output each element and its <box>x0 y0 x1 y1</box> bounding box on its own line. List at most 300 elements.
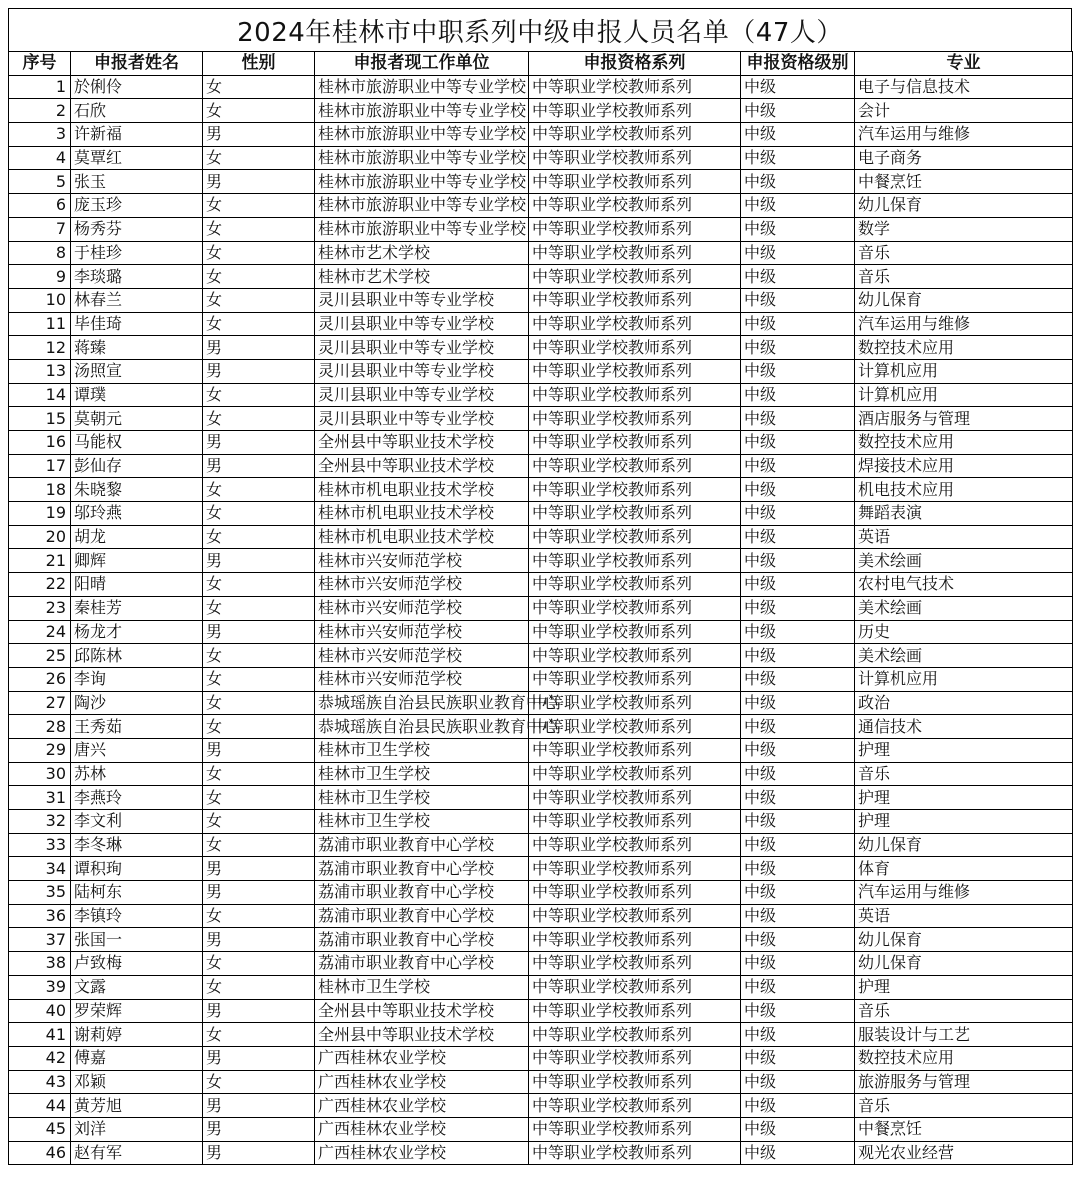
cell-index: 17 <box>9 454 71 478</box>
cell-workplace: 桂林市艺术学校 <box>315 265 529 289</box>
cell-workplace: 桂林市机电职业技术学校 <box>315 478 529 502</box>
cell-level: 中级 <box>741 549 855 573</box>
cell-series: 中等职业学校教师系列 <box>529 549 741 573</box>
cell-series: 中等职业学校教师系列 <box>529 833 741 857</box>
cell-name: 邬玲燕 <box>71 502 203 526</box>
cell-level: 中级 <box>741 146 855 170</box>
cell-gender: 男 <box>203 1094 315 1118</box>
cell-index: 44 <box>9 1094 71 1118</box>
cell-level: 中级 <box>741 217 855 241</box>
cell-name: 文露 <box>71 975 203 999</box>
cell-series: 中等职业学校教师系列 <box>529 1023 741 1047</box>
cell-gender: 女 <box>203 241 315 265</box>
cell-workplace: 荔浦市职业教育中心学校 <box>315 928 529 952</box>
cell-gender: 女 <box>203 217 315 241</box>
table-row <box>9 265 1073 289</box>
cell-gender: 女 <box>203 1023 315 1047</box>
cell-level: 中级 <box>741 928 855 952</box>
header-gender: 性别 <box>203 52 315 76</box>
table-row <box>9 1046 1073 1070</box>
table-row <box>9 241 1073 265</box>
cell-series: 中等职业学校教师系列 <box>529 194 741 218</box>
cell-workplace: 恭城瑶族自治县民族职业教育中心 <box>315 715 529 739</box>
cell-gender: 男 <box>203 1117 315 1141</box>
cell-series: 中等职业学校教师系列 <box>529 620 741 644</box>
cell-gender: 男 <box>203 857 315 881</box>
table-row <box>9 928 1073 952</box>
cell-level: 中级 <box>741 99 855 123</box>
cell-major: 音乐 <box>855 762 1073 786</box>
cell-level: 中级 <box>741 431 855 455</box>
cell-level: 中级 <box>741 478 855 502</box>
cell-workplace: 全州县中等职业技术学校 <box>315 431 529 455</box>
table-row <box>9 146 1073 170</box>
cell-gender: 男 <box>203 336 315 360</box>
cell-major: 政治 <box>855 691 1073 715</box>
cell-workplace: 桂林市卫生学校 <box>315 975 529 999</box>
cell-gender: 男 <box>203 999 315 1023</box>
cell-name: 傅嘉 <box>71 1046 203 1070</box>
cell-name: 谢莉婷 <box>71 1023 203 1047</box>
cell-series: 中等职业学校教师系列 <box>529 502 741 526</box>
roster-table <box>8 51 1073 1165</box>
header-major: 专业 <box>855 52 1073 76</box>
table-row <box>9 904 1073 928</box>
cell-level: 中级 <box>741 1094 855 1118</box>
cell-major: 汽车运用与维修 <box>855 312 1073 336</box>
cell-workplace: 桂林市卫生学校 <box>315 738 529 762</box>
table-row <box>9 123 1073 147</box>
cell-index: 12 <box>9 336 71 360</box>
cell-series: 中等职业学校教师系列 <box>529 975 741 999</box>
cell-level: 中级 <box>741 738 855 762</box>
cell-gender: 女 <box>203 75 315 99</box>
cell-major: 幼儿保育 <box>855 288 1073 312</box>
cell-workplace: 灵川县职业中等专业学校 <box>315 312 529 336</box>
cell-major: 计算机应用 <box>855 667 1073 691</box>
cell-gender: 男 <box>203 1046 315 1070</box>
cell-index: 4 <box>9 146 71 170</box>
cell-name: 莫朝元 <box>71 407 203 431</box>
cell-major: 音乐 <box>855 265 1073 289</box>
table-row <box>9 596 1073 620</box>
cell-name: 李燕玲 <box>71 786 203 810</box>
cell-gender: 女 <box>203 644 315 668</box>
cell-index: 36 <box>9 904 71 928</box>
table-row <box>9 573 1073 597</box>
table-row <box>9 336 1073 360</box>
cell-workplace: 桂林市旅游职业中等专业学校 <box>315 194 529 218</box>
table-row <box>9 502 1073 526</box>
cell-workplace: 广西桂林农业学校 <box>315 1117 529 1141</box>
header-series: 申报资格系列 <box>529 52 741 76</box>
cell-level: 中级 <box>741 336 855 360</box>
cell-index: 25 <box>9 644 71 668</box>
cell-series: 中等职业学校教师系列 <box>529 738 741 762</box>
table-row <box>9 881 1073 905</box>
cell-index: 8 <box>9 241 71 265</box>
cell-major: 美术绘画 <box>855 596 1073 620</box>
cell-index: 13 <box>9 359 71 383</box>
cell-gender: 男 <box>203 738 315 762</box>
cell-major: 旅游服务与管理 <box>855 1070 1073 1094</box>
cell-major: 计算机应用 <box>855 359 1073 383</box>
cell-workplace: 灵川县职业中等专业学校 <box>315 359 529 383</box>
cell-major: 中餐烹饪 <box>855 1117 1073 1141</box>
cell-name: 谭积珣 <box>71 857 203 881</box>
cell-index: 29 <box>9 738 71 762</box>
cell-major: 幼儿保育 <box>855 194 1073 218</box>
cell-series: 中等职业学校教师系列 <box>529 691 741 715</box>
cell-series: 中等职业学校教师系列 <box>529 999 741 1023</box>
header-name: 申报者姓名 <box>71 52 203 76</box>
cell-workplace: 灵川县职业中等专业学校 <box>315 383 529 407</box>
table-row <box>9 407 1073 431</box>
cell-gender: 女 <box>203 1070 315 1094</box>
cell-name: 李琰璐 <box>71 265 203 289</box>
cell-workplace: 广西桂林农业学校 <box>315 1094 529 1118</box>
cell-gender: 女 <box>203 502 315 526</box>
cell-major: 英语 <box>855 904 1073 928</box>
cell-series: 中等职业学校教师系列 <box>529 312 741 336</box>
cell-index: 15 <box>9 407 71 431</box>
cell-level: 中级 <box>741 265 855 289</box>
cell-workplace: 荔浦市职业教育中心学校 <box>315 952 529 976</box>
cell-workplace: 恭城瑶族自治县民族职业教育中心 <box>315 691 529 715</box>
cell-level: 中级 <box>741 881 855 905</box>
header-level: 申报资格级别 <box>741 52 855 76</box>
cell-series: 中等职业学校教师系列 <box>529 431 741 455</box>
table-row <box>9 620 1073 644</box>
cell-gender: 女 <box>203 99 315 123</box>
cell-level: 中级 <box>741 1070 855 1094</box>
table-row <box>9 833 1073 857</box>
table-row <box>9 383 1073 407</box>
cell-gender: 女 <box>203 810 315 834</box>
cell-index: 40 <box>9 999 71 1023</box>
cell-name: 庞玉珍 <box>71 194 203 218</box>
header-workplace: 申报者现工作单位 <box>315 52 529 76</box>
cell-major: 幼儿保育 <box>855 833 1073 857</box>
cell-name: 汤照宣 <box>71 359 203 383</box>
cell-gender: 女 <box>203 762 315 786</box>
table-row <box>9 691 1073 715</box>
cell-index: 34 <box>9 857 71 881</box>
cell-gender: 女 <box>203 952 315 976</box>
cell-name: 黄芳旭 <box>71 1094 203 1118</box>
cell-level: 中级 <box>741 312 855 336</box>
cell-name: 许新福 <box>71 123 203 147</box>
cell-gender: 男 <box>203 431 315 455</box>
cell-level: 中级 <box>741 904 855 928</box>
cell-series: 中等职业学校教师系列 <box>529 644 741 668</box>
table-row <box>9 667 1073 691</box>
cell-gender: 女 <box>203 265 315 289</box>
cell-index: 7 <box>9 217 71 241</box>
cell-major: 数控技术应用 <box>855 431 1073 455</box>
table-row <box>9 454 1073 478</box>
cell-level: 中级 <box>741 715 855 739</box>
cell-level: 中级 <box>741 502 855 526</box>
cell-workplace: 全州县中等职业技术学校 <box>315 999 529 1023</box>
cell-series: 中等职业学校教师系列 <box>529 217 741 241</box>
cell-major: 体育 <box>855 857 1073 881</box>
table-row <box>9 99 1073 123</box>
cell-level: 中级 <box>741 75 855 99</box>
cell-series: 中等职业学校教师系列 <box>529 786 741 810</box>
cell-series: 中等职业学校教师系列 <box>529 1046 741 1070</box>
cell-index: 37 <box>9 928 71 952</box>
cell-gender: 女 <box>203 478 315 502</box>
cell-level: 中级 <box>741 667 855 691</box>
cell-name: 胡龙 <box>71 525 203 549</box>
cell-name: 陆柯东 <box>71 881 203 905</box>
cell-index: 23 <box>9 596 71 620</box>
table-row <box>9 715 1073 739</box>
cell-level: 中级 <box>741 1117 855 1141</box>
cell-level: 中级 <box>741 952 855 976</box>
cell-series: 中等职业学校教师系列 <box>529 810 741 834</box>
cell-workplace: 桂林市卫生学校 <box>315 762 529 786</box>
cell-series: 中等职业学校教师系列 <box>529 454 741 478</box>
cell-level: 中级 <box>741 359 855 383</box>
table-row <box>9 999 1073 1023</box>
cell-index: 9 <box>9 265 71 289</box>
cell-index: 45 <box>9 1117 71 1141</box>
cell-level: 中级 <box>741 525 855 549</box>
cell-series: 中等职业学校教师系列 <box>529 857 741 881</box>
cell-gender: 女 <box>203 288 315 312</box>
cell-series: 中等职业学校教师系列 <box>529 407 741 431</box>
cell-workplace: 广西桂林农业学校 <box>315 1141 529 1165</box>
table-row <box>9 952 1073 976</box>
cell-name: 谭璞 <box>71 383 203 407</box>
table-row <box>9 431 1073 455</box>
cell-workplace: 桂林市机电职业技术学校 <box>315 525 529 549</box>
cell-workplace: 荔浦市职业教育中心学校 <box>315 904 529 928</box>
cell-workplace: 荔浦市职业教育中心学校 <box>315 857 529 881</box>
cell-major: 护理 <box>855 975 1073 999</box>
cell-index: 16 <box>9 431 71 455</box>
cell-series: 中等职业学校教师系列 <box>529 573 741 597</box>
cell-index: 6 <box>9 194 71 218</box>
cell-index: 19 <box>9 502 71 526</box>
table-row <box>9 1117 1073 1141</box>
cell-level: 中级 <box>741 123 855 147</box>
cell-gender: 女 <box>203 691 315 715</box>
cell-gender: 女 <box>203 194 315 218</box>
cell-level: 中级 <box>741 288 855 312</box>
cell-level: 中级 <box>741 691 855 715</box>
cell-major: 酒店服务与管理 <box>855 407 1073 431</box>
cell-series: 中等职业学校教师系列 <box>529 99 741 123</box>
roster-sheet <box>8 8 1072 1165</box>
cell-index: 3 <box>9 123 71 147</box>
table-row <box>9 359 1073 383</box>
cell-series: 中等职业学校教师系列 <box>529 241 741 265</box>
cell-level: 中级 <box>741 620 855 644</box>
cell-name: 陶沙 <box>71 691 203 715</box>
cell-name: 苏林 <box>71 762 203 786</box>
table-row <box>9 1070 1073 1094</box>
cell-workplace: 桂林市旅游职业中等专业学校 <box>315 99 529 123</box>
cell-name: 阳晴 <box>71 573 203 597</box>
cell-level: 中级 <box>741 762 855 786</box>
cell-name: 张玉 <box>71 170 203 194</box>
cell-name: 石欣 <box>71 99 203 123</box>
cell-gender: 男 <box>203 881 315 905</box>
cell-gender: 女 <box>203 596 315 620</box>
cell-gender: 男 <box>203 620 315 644</box>
cell-index: 46 <box>9 1141 71 1165</box>
cell-workplace: 灵川县职业中等专业学校 <box>315 336 529 360</box>
cell-gender: 女 <box>203 383 315 407</box>
cell-level: 中级 <box>741 1023 855 1047</box>
header-row <box>9 52 1073 76</box>
cell-major: 音乐 <box>855 999 1073 1023</box>
cell-series: 中等职业学校教师系列 <box>529 265 741 289</box>
cell-level: 中级 <box>741 241 855 265</box>
table-row <box>9 1023 1073 1047</box>
cell-series: 中等职业学校教师系列 <box>529 881 741 905</box>
cell-major: 焊接技术应用 <box>855 454 1073 478</box>
cell-gender: 女 <box>203 975 315 999</box>
cell-gender: 女 <box>203 715 315 739</box>
cell-workplace: 桂林市旅游职业中等专业学校 <box>315 75 529 99</box>
cell-index: 2 <box>9 99 71 123</box>
cell-major: 幼儿保育 <box>855 952 1073 976</box>
cell-name: 于桂珍 <box>71 241 203 265</box>
cell-workplace: 桂林市机电职业技术学校 <box>315 502 529 526</box>
cell-level: 中级 <box>741 1141 855 1165</box>
cell-index: 39 <box>9 975 71 999</box>
cell-index: 41 <box>9 1023 71 1047</box>
cell-index: 11 <box>9 312 71 336</box>
cell-name: 林春兰 <box>71 288 203 312</box>
cell-workplace: 桂林市旅游职业中等专业学校 <box>315 217 529 241</box>
cell-major: 音乐 <box>855 1094 1073 1118</box>
cell-gender: 男 <box>203 454 315 478</box>
cell-level: 中级 <box>741 1046 855 1070</box>
cell-major: 通信技术 <box>855 715 1073 739</box>
cell-workplace: 桂林市旅游职业中等专业学校 <box>315 146 529 170</box>
cell-series: 中等职业学校教师系列 <box>529 1094 741 1118</box>
cell-name: 邱陈林 <box>71 644 203 668</box>
cell-major: 汽车运用与维修 <box>855 123 1073 147</box>
cell-series: 中等职业学校教师系列 <box>529 478 741 502</box>
cell-major: 英语 <box>855 525 1073 549</box>
cell-index: 35 <box>9 881 71 905</box>
cell-level: 中级 <box>741 194 855 218</box>
table-row <box>9 170 1073 194</box>
cell-series: 中等职业学校教师系列 <box>529 952 741 976</box>
cell-major: 美术绘画 <box>855 644 1073 668</box>
cell-workplace: 桂林市旅游职业中等专业学校 <box>315 123 529 147</box>
cell-workplace: 广西桂林农业学校 <box>315 1070 529 1094</box>
cell-series: 中等职业学校教师系列 <box>529 904 741 928</box>
cell-major: 舞蹈表演 <box>855 502 1073 526</box>
cell-workplace: 桂林市兴安师范学校 <box>315 549 529 573</box>
page-title: 2024年桂林市中职系列中级申报人员名单（47人） <box>8 8 1072 51</box>
cell-name: 彭仙存 <box>71 454 203 478</box>
cell-name: 李冬琳 <box>71 833 203 857</box>
cell-major: 历史 <box>855 620 1073 644</box>
cell-major: 中餐烹饪 <box>855 170 1073 194</box>
cell-gender: 女 <box>203 573 315 597</box>
table-row <box>9 738 1073 762</box>
cell-gender: 男 <box>203 170 315 194</box>
cell-workplace: 灵川县职业中等专业学校 <box>315 288 529 312</box>
cell-series: 中等职业学校教师系列 <box>529 146 741 170</box>
cell-level: 中级 <box>741 999 855 1023</box>
table-row <box>9 75 1073 99</box>
header-index: 序号 <box>9 52 71 76</box>
cell-level: 中级 <box>741 857 855 881</box>
cell-level: 中级 <box>741 383 855 407</box>
cell-name: 李镇玲 <box>71 904 203 928</box>
table-row <box>9 786 1073 810</box>
table-row <box>9 194 1073 218</box>
cell-major: 电子与信息技术 <box>855 75 1073 99</box>
cell-series: 中等职业学校教师系列 <box>529 1117 741 1141</box>
cell-workplace: 全州县中等职业技术学校 <box>315 1023 529 1047</box>
cell-level: 中级 <box>741 833 855 857</box>
cell-name: 毕佳琦 <box>71 312 203 336</box>
cell-series: 中等职业学校教师系列 <box>529 359 741 383</box>
table-row <box>9 549 1073 573</box>
table-row <box>9 525 1073 549</box>
cell-major: 音乐 <box>855 241 1073 265</box>
cell-major: 美术绘画 <box>855 549 1073 573</box>
table-row <box>9 857 1073 881</box>
cell-workplace: 荔浦市职业教育中心学校 <box>315 833 529 857</box>
cell-series: 中等职业学校教师系列 <box>529 170 741 194</box>
cell-major: 护理 <box>855 810 1073 834</box>
cell-major: 数控技术应用 <box>855 1046 1073 1070</box>
cell-level: 中级 <box>741 170 855 194</box>
cell-series: 中等职业学校教师系列 <box>529 288 741 312</box>
cell-level: 中级 <box>741 810 855 834</box>
cell-index: 1 <box>9 75 71 99</box>
cell-name: 唐兴 <box>71 738 203 762</box>
cell-workplace: 桂林市兴安师范学校 <box>315 644 529 668</box>
cell-name: 秦桂芳 <box>71 596 203 620</box>
cell-index: 22 <box>9 573 71 597</box>
cell-gender: 女 <box>203 407 315 431</box>
cell-major: 幼儿保育 <box>855 928 1073 952</box>
cell-gender: 女 <box>203 146 315 170</box>
cell-workplace: 桂林市旅游职业中等专业学校 <box>315 170 529 194</box>
cell-series: 中等职业学校教师系列 <box>529 667 741 691</box>
cell-major: 护理 <box>855 738 1073 762</box>
cell-major: 会计 <box>855 99 1073 123</box>
cell-major: 观光农业经营 <box>855 1141 1073 1165</box>
table-row <box>9 312 1073 336</box>
table-row <box>9 762 1073 786</box>
table-row <box>9 288 1073 312</box>
cell-gender: 女 <box>203 667 315 691</box>
cell-index: 24 <box>9 620 71 644</box>
cell-name: 李询 <box>71 667 203 691</box>
cell-index: 27 <box>9 691 71 715</box>
cell-index: 21 <box>9 549 71 573</box>
cell-index: 26 <box>9 667 71 691</box>
cell-major: 机电技术应用 <box>855 478 1073 502</box>
cell-workplace: 桂林市兴安师范学校 <box>315 667 529 691</box>
cell-workplace: 桂林市兴安师范学校 <box>315 596 529 620</box>
table-row <box>9 1141 1073 1165</box>
cell-name: 杨秀芬 <box>71 217 203 241</box>
